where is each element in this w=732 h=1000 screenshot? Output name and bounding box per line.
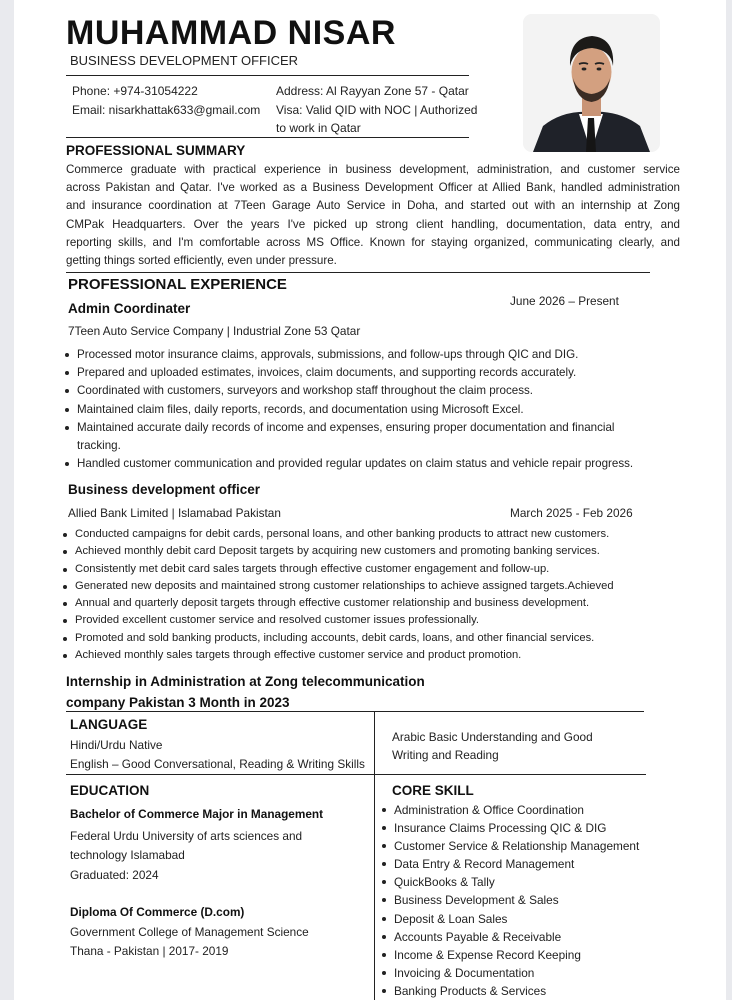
job2-title: Business development officer [68,482,261,497]
school1-line2: technology Islamabad [70,848,185,862]
skill-item: Accounts Payable & Receivable [382,928,639,946]
job2-bullet: Provided excellent customer service and resolved customer issues professionally. [63,612,614,629]
summary-paragraph [66,161,680,270]
summary-divider [66,272,650,273]
job1-bullet: Prepared and uploaded estimates, invoices, claim documents, and supporting records accurately. [65,364,633,382]
skill-item: Data Entry & Record Management [382,855,639,873]
experience-divider [66,711,644,712]
language-item: Writing and Reading [392,748,499,762]
internship-line2: company Pakistan 3 Month in 2023 [66,695,290,710]
header-divider [66,75,469,76]
job1-bullet: Coordinated with customers, surveyors and workshop staff throughout the claim process. [65,382,633,400]
core-skill-heading: CORE SKILL [392,783,474,798]
job1-dates: June 2026 – Present [510,294,619,308]
bullet-text-continuation: tracking. [77,439,121,453]
job1-bullet: Handled customer communication and provided regular updates on claim status and vehicle repair progress. [65,455,633,473]
summary-line: getting things sorted efficiently, even under pressure. [66,254,337,268]
contact-divider [66,137,469,138]
language-item: Hindi/Urdu Native [70,738,163,752]
summary-line: CMPak Headquarters. Over the years I've picked up strong client handling, documentation, data entry, and [66,217,680,231]
education-heading: EDUCATION [70,783,150,798]
job1-title: Admin Coordinater [68,301,191,316]
job2-bullet: Conducted campaigns for debit cards, personal loans, and other banking products to attract new customers. [63,526,614,543]
language-divider [66,774,646,775]
summary-heading: PROFESSIONAL SUMMARY [66,143,246,158]
internship-line1: Internship in Administration at Zong telecommunication [66,674,425,689]
skill-item: Insurance Claims Processing QIC & DIG [382,819,639,837]
skill-item: Administration & Office Coordination [382,801,639,819]
job2-dates: March 2025 - Feb 2026 [510,506,633,520]
school2-line2: Thana - Pakistan | 2017- 2019 [70,944,229,958]
summary-line: Commerce graduate with practical experience in business development, administration, and customer service [66,163,680,176]
job1-bullet: Maintained claim files, daily reports, records, and documentation using Microsoft Excel. [65,401,633,419]
school2-line1: Government College of Management Science [70,925,309,939]
job2-bullet: Consistently met debit card sales targets through effective customer engagement and follow-up. [63,561,614,578]
skill-item: Business Development & Sales [382,891,639,909]
degree2-title: Diploma Of Commerce (D.com) [70,905,245,919]
skill-item: Income & Expense Record Keeping [382,946,639,964]
bullet-text: Maintained accurate daily records of income and expenses, ensuring proper documentation and financial [77,420,615,434]
profile-photo [523,14,660,152]
core-skill-list [382,801,639,1000]
school1-line1: Federal Urdu University of arts sciences and [70,829,303,843]
summary-line: reporting skills, and I'm comfortable across MS Office. Known for staying organized, communicating clearly, and [66,235,680,249]
summary-line: across Pakistan and Qatar. I've worked as a Business Development Officer at Allied Bank, handled administration [66,181,680,195]
summary-line: and insurance coordination at 7Teen Garage Auto Service in Doha, and started out with an internship at Zong [66,199,680,213]
skill-item: Invoicing & Documentation [382,964,639,982]
email-text: Email: nisarkhattak633@gmail.com [72,103,261,117]
job2-bullet: Annual and quarterly deposit targets through effective customer relationship and business development. [63,595,614,612]
skill-item: QuickBooks & Tally [382,873,639,891]
job2-bullet: Achieved monthly debit card Deposit targets by acquiring new customers and promoting banking services. [63,543,614,560]
phone-text: Phone: +974-31054222 [72,84,198,98]
language-heading: LANGUAGE [70,717,148,732]
job2-bullet: Generated new deposits and maintained strong customer relationships to achieve assigned targets.Achieved [63,578,614,595]
visa-text-line2: to work in Qatar [276,121,361,135]
address-text: Address: Al Rayyan Zone 57 - Qatar [276,84,469,98]
language-item: Arabic Basic Understanding and Good [392,730,593,744]
skill-item: Banking Products & Services [382,982,639,1000]
job2-bullet: Achieved monthly sales targets through effective customer service and product promotion. [63,647,614,664]
degree1-title: Bachelor of Commerce Major in Management [70,807,324,821]
job1-company: 7Teen Auto Service Company | Industrial Zone 53 Qatar [68,324,361,338]
skill-item: Customer Service & Relationship Management [382,837,639,855]
column-divider [374,711,375,1000]
skill-item: Deposit & Loan Sales [382,910,639,928]
experience-heading: PROFESSIONAL EXPERIENCE [68,276,287,293]
job1-bullet [65,419,633,455]
job2-bullet-list [63,526,614,664]
candidate-name: MUHAMMAD NISAR [66,14,396,52]
job1-bullet: Processed motor insurance claims, approvals, submissions, and follow-ups through QIC and DIG. [65,346,633,364]
job-title: BUSINESS DEVELOPMENT OFFICER [70,53,299,68]
graduation-year: Graduated: 2024 [70,868,159,882]
language-item: English – Good Conversational, Reading & Writing Skills [70,757,365,771]
resume-page [14,0,726,1000]
visa-text-line1: Visa: Valid QID with NOC | Authorized [276,103,478,117]
job1-bullet-list [65,346,633,473]
job2-bullet: Promoted and sold banking products, including accounts, debit cards, loans, and other financial services. [63,630,614,647]
job2-company: Allied Bank Limited | Islamabad Pakistan [68,506,281,520]
